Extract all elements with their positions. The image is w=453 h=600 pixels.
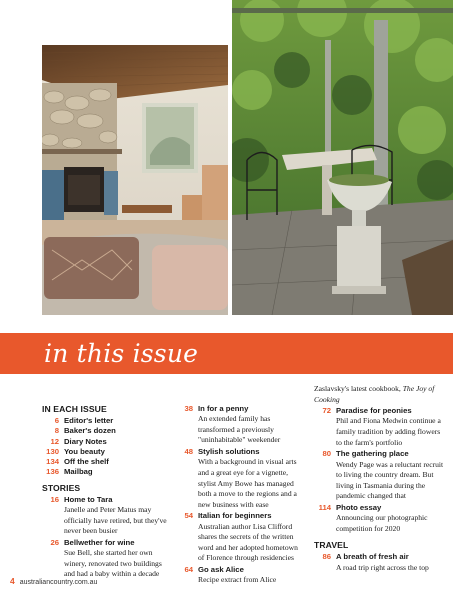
entry-title: In for a penny: [198, 404, 249, 413]
entry-title: Mailbag: [64, 467, 93, 477]
page-number: 134: [46, 457, 59, 467]
page-number: 130: [46, 446, 59, 456]
entry-title: Photo essay: [336, 502, 382, 512]
entry-title: Stylish solutions: [198, 447, 260, 457]
contents-entry[interactable]: [314, 449, 444, 459]
footer-site[interactable]: australiancountry.com.au: [19, 579, 98, 586]
page-title: in this issue: [44, 339, 199, 368]
contents-entry[interactable]: [42, 426, 174, 436]
entry-description-continued: [314, 384, 444, 405]
entry-description: A road trip right across the top: [336, 562, 429, 572]
book-title: The Joy of Cooking: [314, 384, 435, 404]
contents-entry[interactable]: [176, 511, 306, 521]
page-number: 72: [322, 406, 331, 416]
page-number: 136: [46, 467, 59, 477]
page-number: 86: [322, 552, 331, 562]
entry-title: Off the shelf: [64, 457, 109, 467]
entry-title: Go ask Alice: [198, 565, 244, 575]
page-number: 6: [54, 416, 59, 425]
contents-entry[interactable]: [176, 565, 306, 575]
entry-title: Home to Tara: [64, 494, 113, 504]
page-number: 64: [184, 565, 193, 575]
page-number: 54: [184, 511, 193, 521]
entry-title: Bellwether for wine: [64, 537, 135, 547]
entry-title: Editor's letter: [64, 416, 114, 425]
garden-pergola-photo: [232, 0, 453, 315]
contents-entry[interactable]: [42, 467, 174, 477]
contents-column-2: [176, 404, 306, 587]
page-number: 38: [184, 404, 193, 413]
entry-title: Baker's dozen: [64, 426, 116, 436]
contents-column-3: [314, 384, 444, 574]
entry-description: Australian author Lisa Clifford shares the secrets of the written word and her adopted hometown of Florence through residencies: [198, 521, 298, 563]
contents-column-1: [42, 404, 174, 581]
living-room-photo: [42, 45, 228, 315]
section-heading-stories: STORIES: [42, 482, 81, 493]
page-number: 8: [54, 426, 59, 436]
contents-entry[interactable]: [176, 404, 306, 414]
page-number: 114: [318, 502, 331, 512]
entry-title: Paradise for peonies: [336, 406, 412, 416]
contents-entry[interactable]: [42, 457, 174, 467]
section-heading-travel: TRAVEL: [314, 540, 349, 551]
entry-description: Wendy Page was a reluctant recruit to living the country dream. But living in Tasmania during the pandemic changed that: [336, 459, 444, 501]
page-footer: [10, 576, 97, 586]
footer-page-number: 4: [10, 576, 15, 586]
continued-text: Zaslavsky's latest cookbook,: [314, 384, 403, 393]
entry-description: Phil and Fiona Medwin continue a family tradition by adding flowers to the farm's portfolio: [336, 416, 441, 447]
entry-description: Announcing our photographic competition for 2020: [336, 513, 428, 533]
entry-title: The gathering place: [336, 449, 409, 459]
page-number: 12: [50, 436, 59, 446]
entry-description: An extended family has transformed a previously "uninhabitable" weekender: [198, 414, 281, 445]
contents-entry[interactable]: [42, 437, 174, 447]
contents-entry[interactable]: [42, 447, 174, 457]
contents-entry[interactable]: [42, 495, 174, 505]
entry-description: With a background in visual arts and a great eye for a vignette, stylist Amy Bowe has managed both a move to the regions and a new business with ease: [198, 457, 297, 509]
entry-description: Janelle and Peter Matus may officially have retired, but they've never been busier: [64, 505, 167, 536]
page-number: 16: [50, 494, 59, 504]
contents-entry[interactable]: [42, 416, 174, 426]
entry-title: You beauty: [64, 446, 105, 456]
entry-description: Recipe extract from Alice: [198, 575, 277, 585]
entry-title: Italian for beginners: [198, 511, 272, 521]
page-number: 48: [184, 447, 193, 457]
entry-title: Diary Notes: [64, 436, 107, 446]
contents-entry[interactable]: [314, 406, 444, 416]
contents-entry[interactable]: [314, 552, 444, 562]
contents-entry[interactable]: [176, 447, 306, 457]
entry-title: A breath of fresh air: [336, 552, 409, 562]
page-number: 26: [50, 537, 59, 547]
entry-description: Sue Bell, she started her own winery, renovated two buildings and had a baby within a decade: [64, 548, 162, 579]
contents-entry[interactable]: [314, 503, 444, 513]
section-heading-in-each-issue: IN EACH ISSUE: [42, 404, 107, 414]
page-number: 80: [322, 449, 331, 459]
contents-entry[interactable]: [42, 538, 174, 548]
